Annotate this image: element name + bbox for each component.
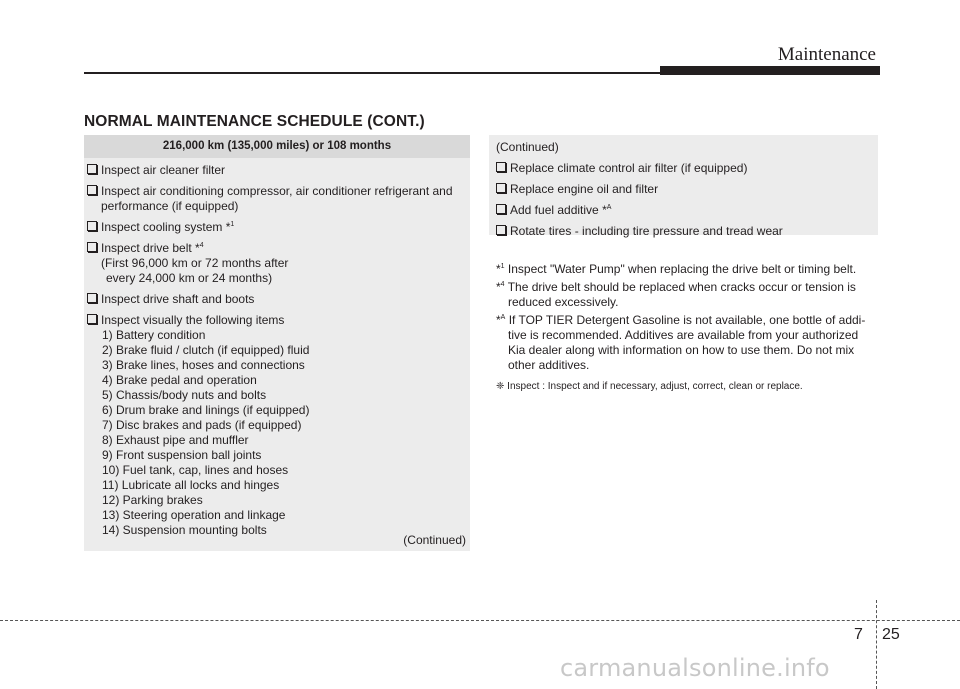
header-rule-thin [84, 72, 664, 74]
inspect-legend: ❈ Inspect : Inspect and if necessary, adjust, correct, clean or replace. [496, 381, 803, 392]
left-continued-label: (Continued) [403, 533, 466, 547]
chapter-number: 7 [854, 626, 863, 643]
checklist-item-continued: performance (if equipped) [101, 199, 239, 213]
legend-mark-icon: ❈ [496, 381, 505, 392]
page-header-title: Maintenance [777, 44, 876, 65]
right-continued-label: (Continued) [496, 140, 559, 154]
list-item: 12) Parking brakes [102, 493, 203, 507]
checklist-item-note: every 24,000 km or 24 months) [106, 271, 273, 285]
list-item: 8) Exhaust pipe and muffler [102, 433, 249, 447]
list-item: 3) Brake lines, hoses and connections [102, 358, 305, 372]
right-item-list [496, 140, 874, 239]
checklist-item: Add fuel additive *$^A$ [496, 203, 874, 218]
checklist-item: Inspect cooling system *$^1$ [87, 220, 467, 235]
list-item: 14) Suspension mounting bolts [102, 523, 267, 537]
left-item-list [87, 163, 467, 538]
inspection-subitem-list [87, 328, 467, 538]
list-item: 5) Chassis/body nuts and bolts [102, 388, 267, 402]
checklist-item: Inspect air cleaner filter [87, 163, 467, 178]
section-title: NORMAL MAINTENANCE SCHEDULE (CONT.) [84, 113, 425, 130]
checklist-item: Inspect drive belt *$^4$ [87, 241, 467, 256]
footnotes [496, 262, 876, 394]
checkbox-icon [87, 185, 97, 195]
list-item: 9) Front suspension ball joints [102, 448, 262, 462]
footnote-4: *$^4$ The drive belt should be replaced when cracks occur or tension is reduced excessively. [496, 280, 856, 309]
list-item: 4) Brake pedal and operation [102, 373, 257, 387]
list-item: 10) Fuel tank, cap, lines and hoses [102, 463, 289, 477]
checkbox-icon [87, 242, 97, 252]
page-number: 25 [882, 626, 900, 643]
list-item: 11) Lubricate all locks and hinges [102, 478, 280, 492]
checkbox-icon [496, 225, 506, 235]
footer-divider [876, 600, 877, 689]
footer-rule [0, 620, 960, 621]
watermark-text: carmanualsonline.info [560, 654, 830, 682]
checkbox-icon [496, 204, 506, 214]
checklist-item-note: (First 96,000 km or 72 months after [101, 256, 289, 270]
checkbox-icon [87, 164, 97, 174]
checkbox-icon [496, 162, 506, 172]
list-item: 2) Brake fluid / clutch (if equipped) fluid [102, 343, 310, 357]
list-item: 6) Drum brake and linings (if equipped) [102, 403, 310, 417]
checkbox-icon [87, 221, 97, 231]
checklist-item: Replace engine oil and filter [496, 182, 874, 197]
checkbox-icon [496, 183, 506, 193]
checkbox-icon [87, 293, 97, 303]
checkbox-icon [87, 314, 97, 324]
list-item: 7) Disc brakes and pads (if equipped) [102, 418, 302, 432]
checklist-item: Inspect drive shaft and boots [87, 292, 467, 307]
footnote-1: *$^1$ Inspect "Water Pump" when replacing the drive belt or timing belt. [496, 262, 857, 276]
checklist-item: Inspect visually the following items [87, 313, 467, 328]
checklist-item: Replace climate control air filter (if equipped) [496, 161, 874, 176]
checklist-item: Inspect air conditioning compressor, air conditioner refrigerant and [87, 184, 467, 199]
footnote-a: *$^A$ If TOP TIER Detergent Gasoline is not available, one bottle of addi- tive is recommended. Additives are available from your authorized Kia dealer along with information on how to use them. Do not mix other additives. [496, 313, 866, 372]
interval-header: 216,000 km (135,000 miles) or 108 months [84, 135, 470, 158]
list-item: 13) Steering operation and linkage [102, 508, 286, 522]
header-rule-thick [660, 66, 880, 75]
checklist-item: Rotate tires - including tire pressure and tread wear [496, 224, 874, 239]
list-item: 1) Battery condition [102, 328, 206, 342]
